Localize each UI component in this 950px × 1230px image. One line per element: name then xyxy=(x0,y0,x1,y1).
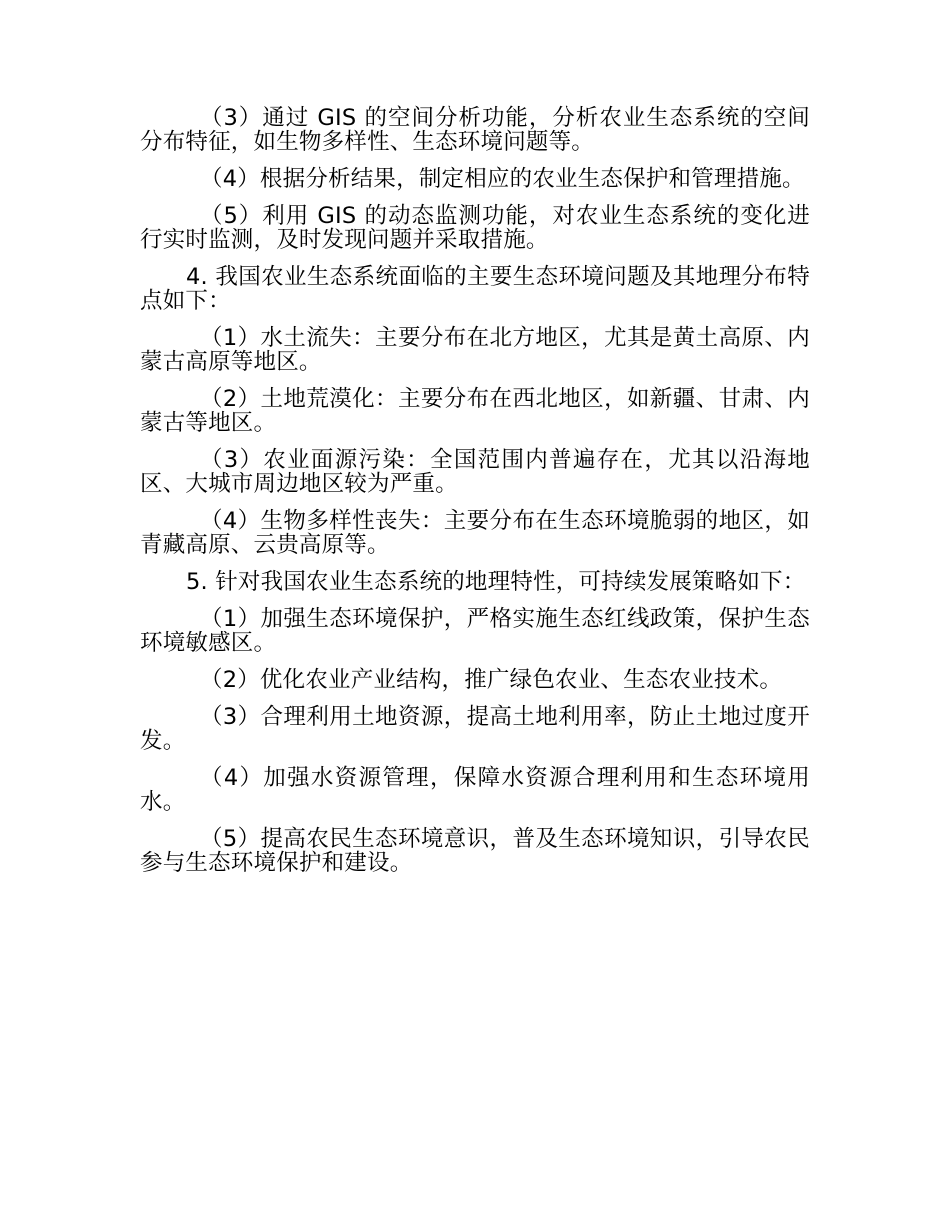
paragraph-gis-spatial-analysis: （3）通过 GIS 的空间分析功能，分析农业生态系统的空间分布特征，如生物多样性、生态环境问题等。 xyxy=(140,105,810,155)
heading-point-5-sustainable-strategy: 5. 针对我国农业生态系统的地理特性，可持续发展策略如下： xyxy=(186,569,806,595)
paragraph-protection-measures: （4）根据分析结果，制定相应的农业生态保护和管理措施。 xyxy=(200,166,805,192)
paragraph-soil-erosion: （1）水土流失：主要分布在北方地区，尤其是黄土高原、内蒙古高原等地区。 xyxy=(140,325,810,375)
paragraph-farmer-awareness: （5）提高农民生态环境意识，普及生态环境知识，引导农民参与生态环境保护和建设。 xyxy=(140,826,810,876)
paragraph-land-use: （3）合理利用土地资源，提高土地利用率，防止土地过度开发。 xyxy=(140,704,810,754)
paragraph-industry-structure: （2）优化农业产业结构，推广绿色农业、生态农业技术。 xyxy=(200,667,783,693)
heading-point-4-environment-problems: 4. 我国农业生态系统面临的主要生态环境问题及其地理分布特点如下： xyxy=(140,264,810,314)
paragraph-eco-protection: （1）加强生态环境保护，严格实施生态红线政策，保护生态环境敏感区。 xyxy=(140,606,810,656)
paragraph-gis-dynamic-monitoring: （5）利用 GIS 的动态监测功能，对农业生态系统的变化进行实时监测，及时发现问题并采取措施。 xyxy=(140,203,810,253)
paragraph-water-management: （4）加强水资源管理，保障水资源合理利用和生态环境用水。 xyxy=(140,765,810,815)
paragraph-non-point-pollution: （3）农业面源污染：全国范围内普遍存在，尤其以沿海地区、大城市周边地区较为严重。 xyxy=(140,447,810,497)
document-body xyxy=(140,106,810,888)
paragraph-desertification: （2）土地荒漠化：主要分布在西北地区，如新疆、甘肃、内蒙古等地区。 xyxy=(140,386,810,436)
paragraph-biodiversity-loss: （4）生物多样性丧失：主要分布在生态环境脆弱的地区，如青藏高原、云贵高原等。 xyxy=(140,508,810,558)
